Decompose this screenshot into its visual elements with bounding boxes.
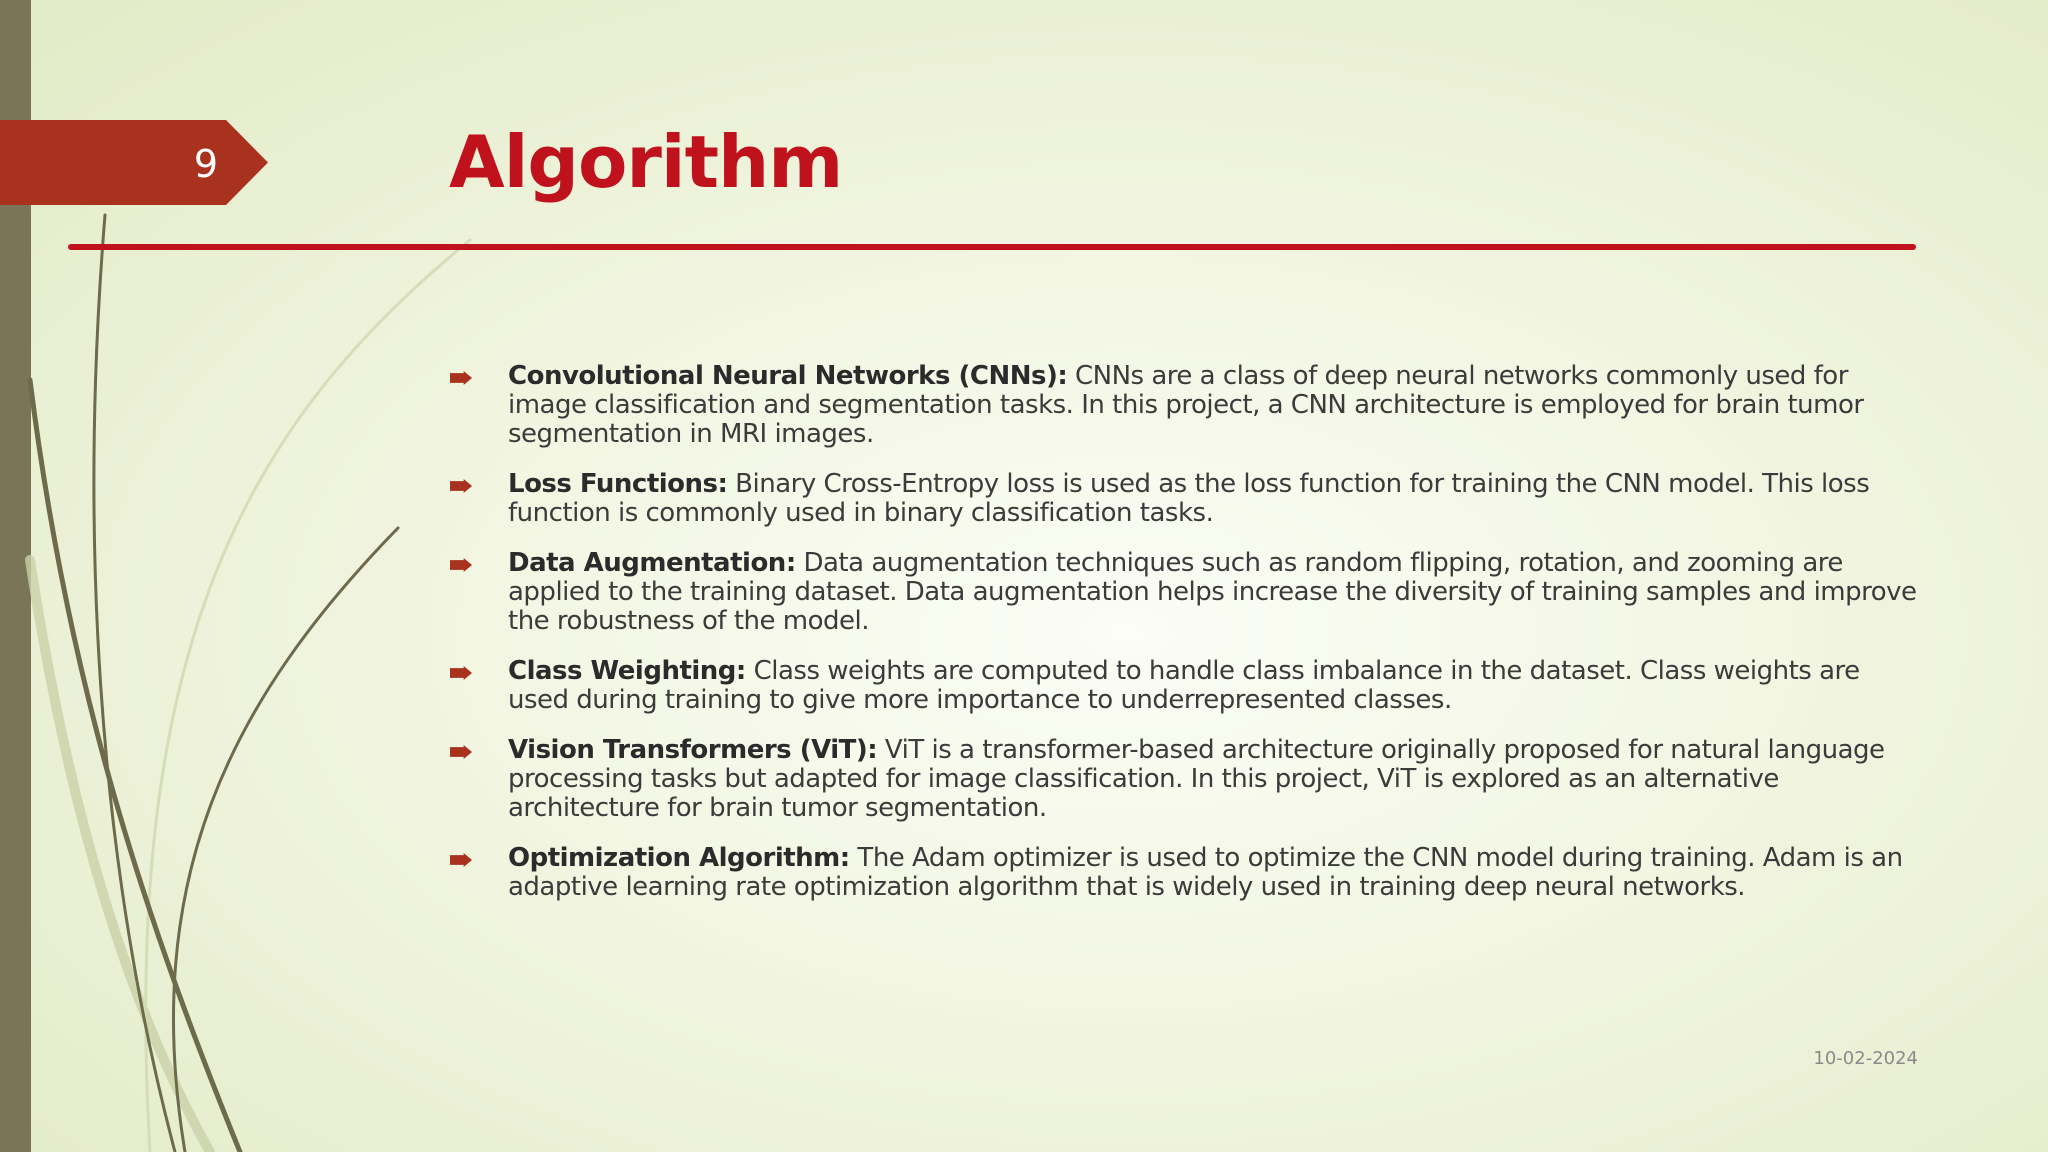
slide-title: Algorithm	[449, 120, 843, 204]
decorative-curve-dark-3	[173, 528, 398, 1152]
list-item-term: Optimization Algorithm:	[508, 843, 850, 873]
decorative-curve-light-2	[146, 240, 470, 1152]
list-item-text: Class weights are computed to handle class imbalance in the dataset. Class weights are used during training to give more importance to underrepresented classes.	[508, 656, 1860, 715]
decorative-curve-dark-2	[94, 215, 175, 1152]
arrow-right-bullet-icon	[450, 666, 472, 680]
arrow-right-bullet-icon	[450, 371, 472, 385]
list-item-data-augmentation	[448, 549, 1918, 636]
page-number: 9	[193, 142, 219, 186]
list-item-optimization-algorithm	[448, 844, 1918, 902]
list-item-term: Vision Transformers (ViT):	[508, 735, 878, 765]
list-item-text: The Adam optimizer is used to optimize the CNN model during training. Adam is an adaptive learning rate optimization algorithm that is widely used in training deep neural networks.	[508, 843, 1903, 902]
list-item-text: Binary Cross-Entropy loss is used as the loss function for training the CNN model. This loss function is commonly used in binary classification tasks.	[508, 469, 1870, 528]
decorative-curve-dark-1	[30, 380, 240, 1152]
title-underline	[68, 244, 1916, 250]
arrow-right-bullet-icon	[450, 745, 472, 759]
list-item-vision-transformers	[448, 736, 1918, 823]
algorithm-list	[448, 362, 1918, 923]
list-item-cnn	[448, 362, 1918, 449]
list-item-text: CNNs are a class of deep neural networks commonly used for image classification and segmentation tasks. In this project, a CNN architecture is employed for brain tumor segmentation in MRI images.	[508, 361, 1864, 449]
list-item-text: Data augmentation techniques such as random flipping, rotation, and zooming are applied to the training dataset. Data augmentation helps increase the diversity of training samples and improve the robustness of the model.	[508, 548, 1917, 636]
list-item-text: ViT is a transformer-based architecture originally proposed for natural language processing tasks but adapted for image classification. In this project, ViT is explored as an alternative architecture for brain tumor segmentation.	[508, 735, 1885, 823]
list-item-term: Loss Functions:	[508, 469, 728, 499]
list-item-class-weighting	[448, 657, 1918, 715]
list-item-term: Data Augmentation:	[508, 548, 796, 578]
arrow-right-bullet-icon	[450, 558, 472, 572]
decorative-curve-light-1	[30, 560, 210, 1152]
arrow-right-bullet-icon	[450, 853, 472, 867]
list-item-term: Class Weighting:	[508, 656, 746, 686]
arrow-right-bullet-icon	[450, 479, 472, 493]
list-item-term: Convolutional Neural Networks (CNNs):	[508, 361, 1068, 391]
list-item-loss-functions	[448, 470, 1918, 528]
slide-date: 10-02-2024	[1813, 1048, 1918, 1069]
